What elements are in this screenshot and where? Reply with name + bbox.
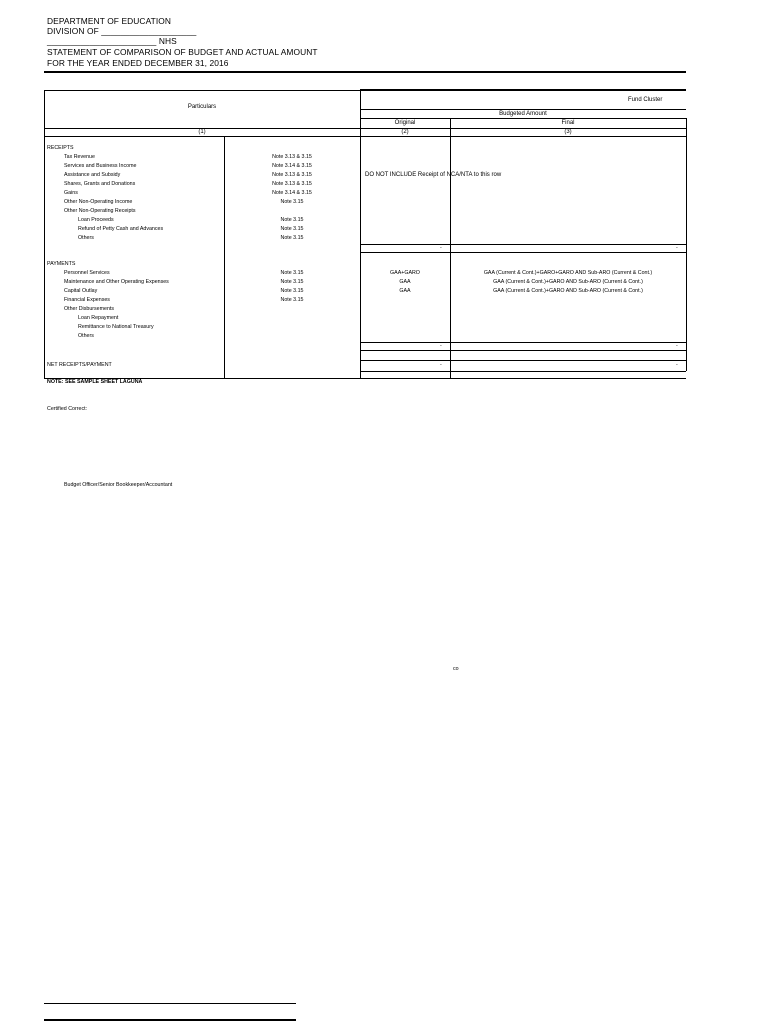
- fund-cluster-header: Fund Cluster: [628, 97, 663, 103]
- payments-total-final: -: [676, 343, 678, 349]
- certified-correct-label: Certified Correct:: [47, 406, 88, 412]
- final-header: Final: [561, 120, 575, 126]
- payment-label: Others: [78, 333, 94, 339]
- receipt-note: Note 3.15: [280, 217, 304, 223]
- payment-final: GAA (Current & Cont.)+GARO+GARO AND Sub-ARO (Current & Cont.): [483, 270, 653, 276]
- receipt-label: Assistance and Subsidy: [64, 172, 121, 178]
- payment-label: Financial Expenses: [64, 297, 110, 303]
- receipt-label: Tax Revenue: [64, 154, 95, 160]
- receipt-note: Note 3.15: [280, 226, 304, 232]
- header-rule: [44, 71, 686, 73]
- payments-total-bottom: [360, 350, 686, 351]
- receipt-label: Gains: [64, 190, 78, 196]
- receipt-note: Note 3.14 & 3.15: [272, 190, 312, 196]
- payment-note: Note 3.15: [280, 279, 304, 285]
- receipt-note: Note 3.14 & 3.15: [272, 163, 312, 169]
- bottom-rule: [44, 1019, 296, 1021]
- net-receipts-label: NET RECEIPTS/PAYMENT: [47, 362, 112, 368]
- original-header: Original: [394, 120, 416, 126]
- stray-mark: co: [453, 666, 459, 672]
- particulars-header: Particulars: [187, 104, 217, 110]
- col2-header: (2): [401, 129, 409, 135]
- payments-heading: PAYMENTS: [47, 261, 76, 267]
- receipt-label: Loan Proceeds: [78, 217, 114, 223]
- receipts-total-final: -: [676, 245, 678, 251]
- label-note-divider: [224, 137, 225, 379]
- payment-label: Remittance to National Treasury: [78, 324, 154, 330]
- department-name: DEPARTMENT OF EDUCATION: [47, 16, 172, 26]
- budgeted-top: [360, 109, 686, 110]
- payment-final: GAA (Current & Cont.)+GARO AND Sub-ARO (Current & Cont.): [493, 279, 643, 285]
- payments-total-line: [360, 342, 686, 343]
- receipt-note: Note 3.15: [280, 235, 304, 241]
- payment-original: GAA+GARO: [390, 270, 420, 276]
- payment-label: Personnel Services: [64, 270, 110, 276]
- payment-label: Other Disbursements: [64, 306, 115, 312]
- payment-label: Capital Outlay: [64, 288, 98, 294]
- receipt-note: Note 3.13 & 3.15: [272, 181, 312, 187]
- original-final-divider: [450, 118, 451, 379]
- receipt-note: Note 3.13 & 3.15: [272, 172, 312, 178]
- payment-label: Maintenance and Other Operating Expenses: [64, 279, 169, 285]
- receipt-label: Shares, Grants and Donations: [64, 181, 136, 187]
- payment-note: Note 3.15: [280, 297, 304, 303]
- receipts-heading: RECEIPTS: [47, 145, 74, 151]
- signatory-title: Budget Officer/Senior Bookkeeper/Accountant: [64, 482, 173, 488]
- payment-note: Note 3.15: [280, 288, 304, 294]
- fund-cluster-top: [360, 89, 686, 91]
- period-line: FOR THE YEAR ENDED DECEMBER 31, 2016: [47, 58, 229, 68]
- receipts-total-line: [360, 244, 686, 245]
- signature-line: [44, 1003, 296, 1004]
- receipt-label: Services and Business Income: [64, 163, 137, 169]
- table-right-border: [686, 118, 687, 371]
- col1-header: (1): [198, 129, 206, 135]
- net-top: [360, 360, 686, 361]
- receipt-note: Note 3.15: [280, 199, 304, 205]
- budgeted-amount-header: Budgeted Amount: [499, 111, 547, 117]
- payment-original: GAA: [399, 288, 411, 294]
- receipts-total-bottom: [360, 252, 686, 253]
- payment-label: Loan Repayment: [78, 315, 119, 321]
- payments-total-original: -: [440, 343, 442, 349]
- budgeted-bottom: [360, 118, 686, 119]
- payment-original: GAA: [399, 279, 411, 285]
- receipts-instruction: DO NOT INCLUDE Receipt of NCA/NTA to this row: [365, 172, 502, 178]
- receipt-label: Others: [78, 235, 94, 241]
- receipt-note: Note 3.13 & 3.15: [272, 154, 312, 160]
- payment-final: GAA (Current & Cont.)+GARO AND Sub-ARO (Current & Cont.): [493, 288, 643, 294]
- school-line: _______________________ NHS: [47, 36, 177, 46]
- net-final: -: [676, 362, 678, 368]
- receipts-total-original: -: [440, 245, 442, 251]
- payment-note: Note 3.15: [280, 270, 304, 276]
- net-bottom: [360, 371, 686, 372]
- net-original: -: [440, 362, 442, 368]
- receipt-label: Other Non-Operating Income: [64, 199, 133, 205]
- receipt-label: Other Non-Operating Receipts: [64, 208, 136, 214]
- statement-title: STATEMENT OF COMPARISON OF BUDGET AND ACTUAL AMOUNT: [47, 47, 318, 57]
- colhead-bottom: [44, 136, 686, 137]
- sample-note: NOTE: SEE SAMPLE SHEET LAGUNA: [47, 379, 143, 385]
- particulars-top: [44, 90, 360, 91]
- col3-header: (3): [564, 129, 572, 135]
- division-line: DIVISION OF ____________________: [47, 26, 197, 36]
- receipt-label: Refund of Petty Cash and Advances: [78, 226, 164, 232]
